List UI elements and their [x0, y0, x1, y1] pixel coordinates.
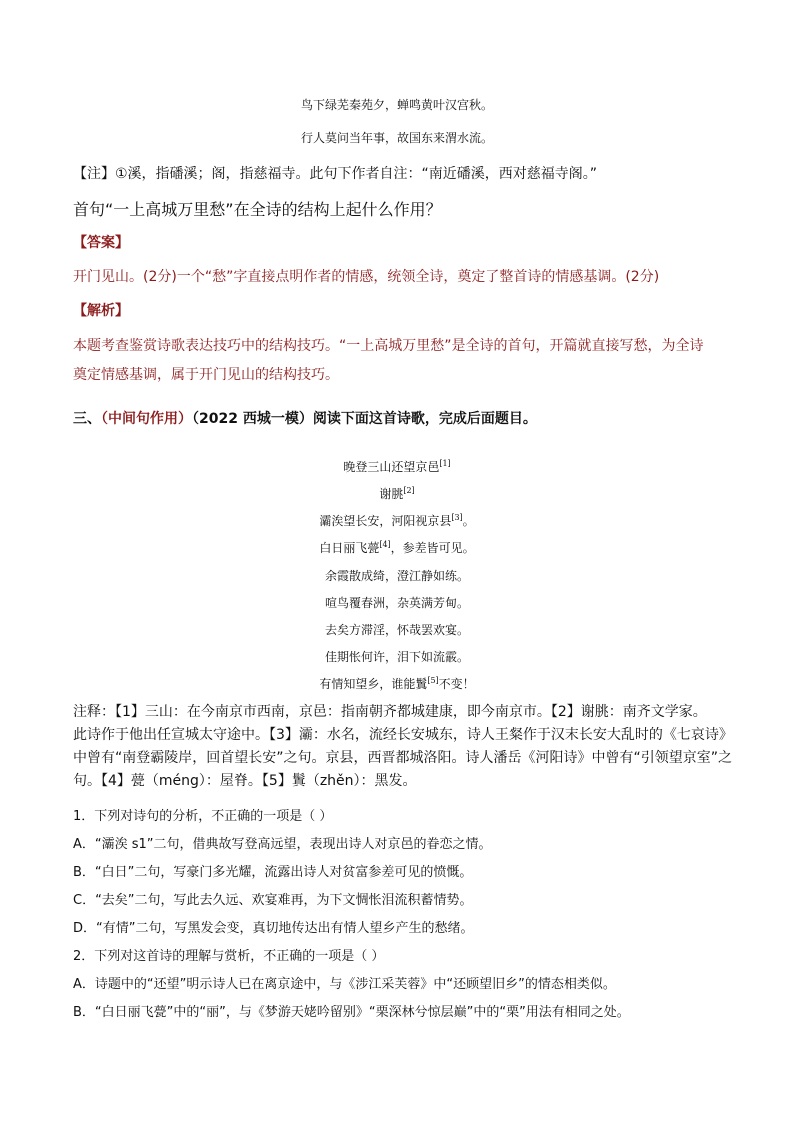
- answer-text: 开门见山。(2分)一个“愁”字直接点明作者的情感，统领全诗，奠定了整首诗的情感基调。(2分): [73, 269, 660, 285]
- section3-source: （2022 西城一模）阅读下面这首诗歌，完成后面题目。: [192, 411, 537, 427]
- poem1-line2: 行人莫问当年事，故国东来渭水流。: [300, 131, 493, 145]
- poem2-line7-a: 有情知望乡，谁能鬒: [319, 677, 428, 691]
- poem2-line3: 余霞散成绮，澄江静如练。: [324, 569, 469, 583]
- q1-stem: 1．下列对诗句的分析，不正确的一项是（ ）: [73, 809, 333, 824]
- poem2-line2-a: 白日丽飞甍: [319, 541, 380, 555]
- poem2-line1-a: 灞涘望长安，河阳视京县: [319, 514, 452, 528]
- q2-stem: 2．下列对这首诗的理解与赏析，不正确的一项是（ ）: [73, 949, 385, 964]
- poem2-line5: 去矣方滞淫，怀哉罢欢宴。: [324, 623, 469, 637]
- section3-heading: [73, 408, 725, 430]
- q1-option-d: D．“有情”二句，写黑发会变，真切地传达出有情人望乡产生的愁绪。: [73, 921, 474, 936]
- poem2-line2-b: ，参差皆可见。: [390, 541, 475, 555]
- poem2-line7: [0, 675, 794, 692]
- analysis-label: 【解析】: [73, 303, 129, 319]
- poem2-line1-ref: [3]: [451, 513, 463, 522]
- poem2-author-name: 谢朓: [379, 487, 404, 501]
- poem2-author-ref: [2]: [403, 486, 415, 495]
- notes2-line1: 注释：【1】三山：在今南京市西南，京邑：指南朝齐都城建康，即今南京市。【2】谢朓：南齐文学家。: [73, 704, 707, 720]
- poem2-line6: 佳期怅何许，泪下如流霰。: [324, 650, 469, 664]
- poem2-line1: [0, 512, 794, 529]
- notes2-line3: 中曾有“南登霸陵岸，回首望长安”之句。京县，西晋都城洛阳。诗人潘岳《河阳诗》中曾有“引领望京室”之: [73, 750, 733, 766]
- q2-option-b: B．“白日丽飞甍”中的“丽”，与《梦游天姥吟留别》“栗深林兮惊层巅”中的“栗”用法有相同之处。: [73, 1005, 630, 1020]
- poem2-line7-b: 不变！: [438, 677, 475, 691]
- q1-option-a: A．“灞涘 s1”二句，借典故写登高远望，表现出诗人对京邑的眷恋之情。: [73, 837, 492, 852]
- answer-label: 【答案】: [73, 235, 129, 251]
- poem2-line4: 喧鸟覆春洲，杂英满芳甸。: [324, 596, 469, 610]
- poem2-line1-b: 。: [462, 514, 475, 528]
- section3-tag: （中间句作用）: [101, 411, 192, 427]
- question1: 首句“一上高城万里愁”在全诗的结构上起什么作用？: [73, 200, 442, 219]
- q2-option-a: A．诗题中的“还望”明示诗人已在离京途中，与《涉江采芙蓉》中“还顾望旧乡”的情态相类似。: [73, 977, 616, 992]
- poem2-line2-ref: [4]: [379, 540, 391, 549]
- notes2-line2: 此诗作于他出任宣城太守途中。【3】灞：水名，流经长安城东，诗人王粲作于汉末长安大乱时的《七哀诗》: [73, 727, 733, 743]
- poem1-line1: 鸟下绿芜秦苑夕，蝉鸣黄叶汉宫秋。: [300, 98, 493, 112]
- poem2-title: [0, 458, 794, 475]
- section3-number: 三、: [73, 411, 101, 427]
- q1-option-c: C．“去矣”二句，写此去久远、欢宴难再，为下文惆怅泪流积蓄情势。: [73, 893, 473, 908]
- analysis-line1: 本题考查鉴赏诗歌表达技巧中的结构技巧。“一上高城万里愁”是全诗的首句，开篇就直接写愁，为全诗: [73, 338, 704, 354]
- poem2-title-ref: [1]: [439, 459, 451, 468]
- notes2-line4: 句。【4】甍（méng）：屋脊。【5】鬒（zhěn）：黑发。: [73, 773, 417, 789]
- q1-option-b: B．“白日”二句，写豪门多光耀，流露出诗人对贫富参差可见的愤慨。: [73, 865, 473, 880]
- poem2-line2: [0, 539, 794, 556]
- poem2-title-text: 晚登三山还望京邑: [343, 460, 440, 474]
- poem2-line7-ref: [5]: [427, 676, 439, 685]
- analysis-line2: 奠定情感基调，属于开门见山的结构技巧。: [73, 367, 339, 383]
- note1: 【注】①溪，指磻溪；阁，指慈福寺。此句下作者自注：“南近磻溪，西对慈福寺阁。”: [73, 166, 598, 182]
- poem2-author: [0, 485, 794, 502]
